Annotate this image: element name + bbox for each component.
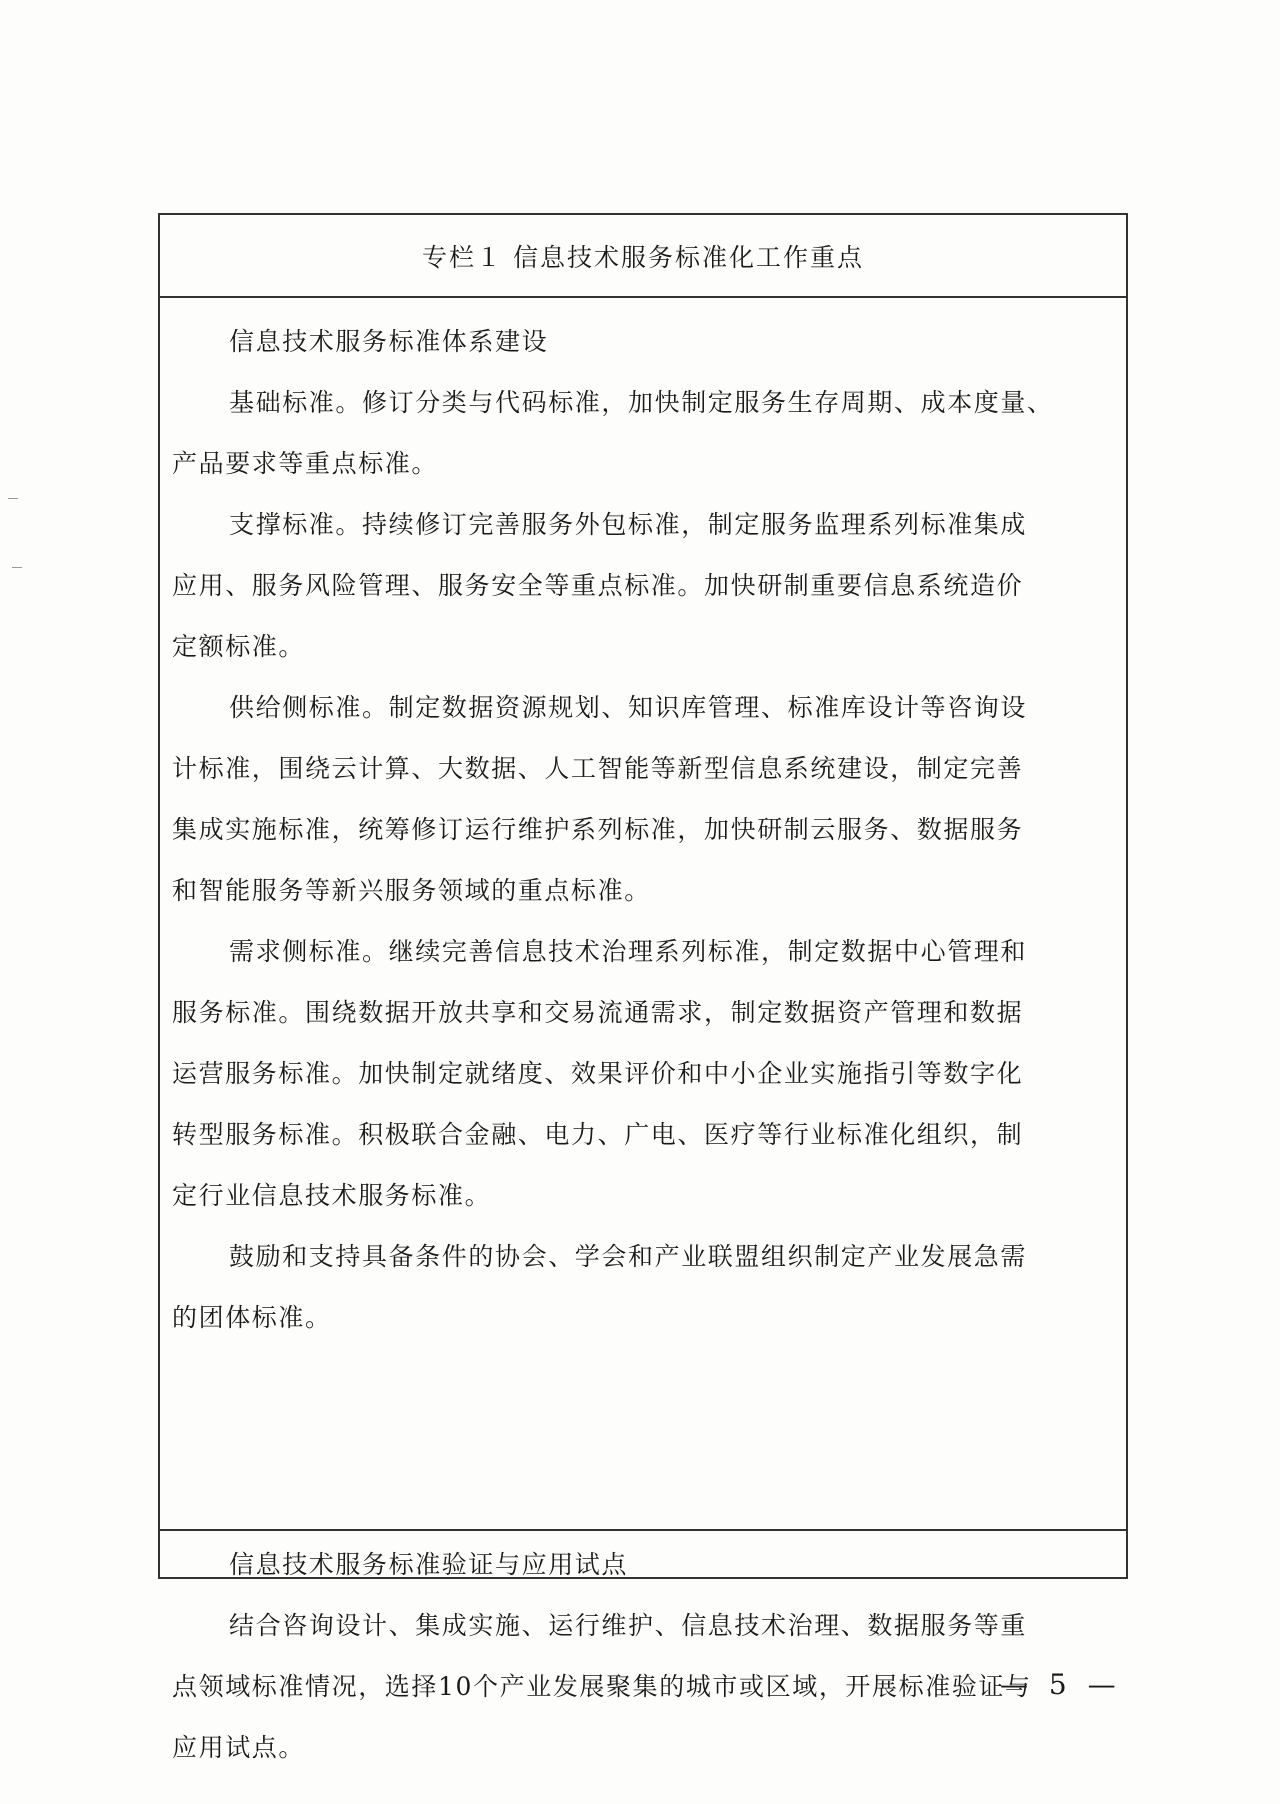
- paragraph-line: 集成实施标准，统筹修订运行维护系列标准，加快研制云服务、数据服务: [172, 815, 1024, 844]
- section-heading: 信息技术服务标准体系建设: [229, 327, 549, 356]
- paragraph-line: 供给侧标准。制定数据资源规划、知识库管理、标准库设计等咨询设: [229, 693, 1028, 722]
- paragraph-line: 应用、服务风险管理、服务安全等重点标准。加快研制重要信息系统造价: [172, 571, 1024, 600]
- paragraph-line: 定额标准。: [172, 632, 306, 661]
- column-box: [158, 213, 1128, 1762]
- section-heading: 信息技术服务标准验证与应用试点: [229, 1550, 629, 1579]
- section-pilot: [160, 1531, 1126, 1762]
- paragraph-line: 转型服务标准。积极联合金融、电力、广电、医疗等行业标准化组织，制: [172, 1120, 1024, 1149]
- section-standard-system: [160, 298, 1126, 1531]
- paragraph-line: 运营服务标准。加快制定就绪度、效果评价和中小企业实施指引等数字化: [172, 1059, 1024, 1088]
- paragraph-line: 鼓励和支持具备条件的协会、学会和产业联盟组织制定产业发展急需: [229, 1242, 1028, 1271]
- paragraph-line: 应用试点。: [172, 1733, 306, 1762]
- paragraph-line: 的团体标准。: [172, 1303, 332, 1332]
- page-number: — 5 —: [1000, 1668, 1122, 1701]
- paragraph-line: 和智能服务等新兴服务领域的重点标准。: [172, 876, 651, 905]
- paragraph-line: 点领域标准情况，选择10个产业发展聚集的城市或区域，开展标准验证与: [172, 1672, 1032, 1701]
- box-title: 专栏１ 信息技术服务标准化工作重点: [160, 215, 1126, 298]
- margin-mark: [8, 498, 18, 499]
- margin-mark: [12, 567, 22, 568]
- paragraph-line: 定行业信息技术服务标准。: [172, 1181, 492, 1210]
- paragraph-line: 需求侧标准。继续完善信息技术治理系列标准，制定数据中心管理和: [229, 937, 1028, 966]
- paragraph-line: 结合咨询设计、集成实施、运行维护、信息技术治理、数据服务等重: [229, 1611, 1028, 1640]
- paragraph-line: 支撑标准。持续修订完善服务外包标准，制定服务监理系列标准集成: [229, 510, 1028, 539]
- paragraph-line: 计标准，围绕云计算、大数据、人工智能等新型信息系统建设，制定完善: [172, 754, 1024, 783]
- paragraph-line: 服务标准。围绕数据开放共享和交易流通需求，制定数据资产管理和数据: [172, 998, 1024, 1027]
- paragraph-line: 基础标准。修订分类与代码标准，加快制定服务生存周期、成本度量、: [229, 388, 1054, 417]
- paragraph-line: 产品要求等重点标准。: [172, 449, 439, 478]
